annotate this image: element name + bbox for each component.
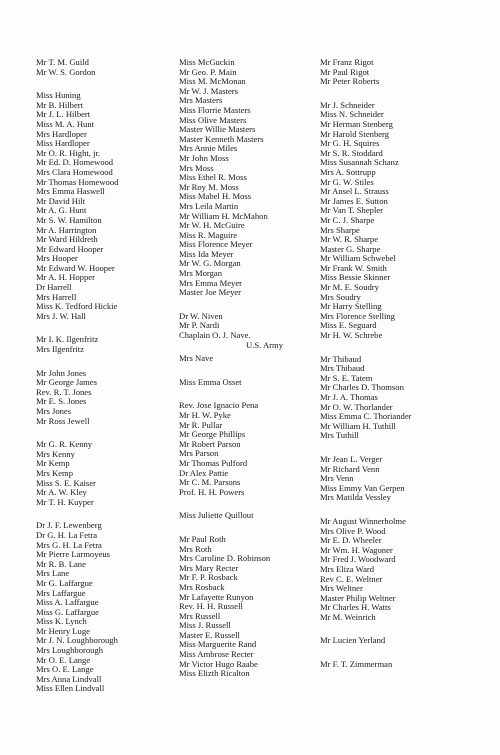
- passenger-name: Miss Marguerite Rand: [179, 639, 257, 650]
- name-group: [320, 517, 470, 623]
- passenger-name: Mr J. Schneider: [320, 99, 375, 110]
- passenger-name: Mr G. R. Kenny: [36, 439, 93, 450]
- name-group: [320, 101, 470, 341]
- passenger-name: Master Joe Meyer: [179, 287, 242, 298]
- passenger-name: Mr G. Laffargue: [36, 577, 93, 588]
- passenger-name: Dr Alex Pattie: [179, 467, 229, 478]
- passenger-name: Mrs Tuthill: [320, 430, 359, 441]
- passenger-name: Mrs Ilgenfritz: [36, 344, 84, 355]
- passenger-name: Mr David Hilt: [36, 195, 86, 206]
- passenger-name: Miss Florrie Masters: [179, 104, 251, 115]
- passenger-name: Mr John Moss: [179, 152, 229, 163]
- passenger-name: Mr George Phillips: [179, 429, 246, 440]
- name-group: [179, 58, 319, 298]
- name-group: [179, 401, 319, 497]
- passenger-name: Mr Peter Roberts: [320, 76, 380, 87]
- passenger-name: Mrs Florence Stelling: [320, 310, 395, 321]
- passenger-name: Mrs Thibaud: [320, 363, 365, 374]
- passenger-name: Mrs Harrell: [36, 291, 77, 302]
- passenger-name: Mr G. W. Stiles: [320, 176, 374, 187]
- passenger-name: Miss K. Lynch: [36, 616, 87, 627]
- name-group: [36, 521, 176, 694]
- passenger-name: Miss Ethel R. Moss: [179, 172, 247, 183]
- passenger-name: Mr Paul Rigot: [320, 66, 370, 77]
- passenger-name: Mr A. W. Kley: [36, 487, 87, 498]
- passenger-name: Miss Ida Meyer: [179, 248, 234, 259]
- passenger-name: Miss Elizth Ricalton: [179, 668, 250, 679]
- passenger-name: Mr Geo. P. Main: [179, 66, 237, 77]
- passenger-name: Miss E. Seguard: [320, 320, 377, 331]
- name-group: [320, 58, 470, 87]
- passenger-name: Mr W. S. Gordon: [36, 66, 96, 77]
- passenger-name: Mrs Venn: [320, 473, 354, 484]
- passenger-name: Mr O. R. Hight, jr.: [36, 147, 100, 158]
- passenger-name: Miss Florence Meyer: [179, 239, 253, 250]
- passenger-name: Miss M. McMonan: [179, 76, 246, 87]
- passenger-name: Mr W. H. McGuire: [179, 220, 245, 231]
- passenger-name: Mrs Morgan: [179, 268, 223, 279]
- passenger-name: Mr Jean L. Verger: [320, 453, 383, 464]
- column-1: [36, 58, 176, 708]
- passenger-name: Mr John Jones: [36, 367, 87, 378]
- passenger-name: Mr Edward W. Hooper: [36, 262, 115, 273]
- passenger-name: Mr J. A. Thomas: [320, 392, 378, 402]
- passenger-name: Mr E. D. Wheeler: [320, 535, 382, 546]
- passenger-name: Mr Charles D. Thomson: [320, 382, 404, 393]
- passenger-name: Miss Juliette Quillout: [179, 510, 254, 521]
- passenger-name: Mrs Emma Meyer: [179, 277, 243, 288]
- passenger-name: Mrs Anna Lindvall: [36, 673, 102, 684]
- passenger-name: Mr Kemp: [36, 458, 70, 469]
- passenger-name: Mr M. E. Soudry: [320, 282, 379, 293]
- name-group: [320, 355, 470, 441]
- passenger-name: Mr F. T. Zimmerman: [320, 659, 393, 670]
- name-group: [36, 91, 176, 321]
- name-group: [36, 335, 176, 354]
- passenger-name: Mr Franz Rigot: [320, 57, 374, 67]
- passenger-name: Mrs Parson: [179, 448, 219, 459]
- passenger-name: Mr Pierre Larmoyeus: [36, 549, 110, 560]
- passenger-name: Mr H. W. Pyke: [179, 410, 231, 420]
- passenger-name: Miss Susannah Schanz: [320, 157, 399, 168]
- passenger-name: Mrs Clara Homewood: [36, 166, 113, 177]
- passenger-name: Mr Ward Hildreth: [36, 234, 98, 245]
- passenger-name: Miss Emma C. Thoriander: [320, 411, 412, 422]
- passenger-name: Mr Robert Parson: [179, 438, 241, 449]
- passenger-name: Mrs Loughborough: [36, 645, 104, 656]
- passenger-name: Dr J. F. Lewenberg: [36, 520, 102, 531]
- passenger-name: Mr Henry Luge: [36, 625, 90, 636]
- passenger-name: Mrs Emma Haswell: [36, 186, 105, 197]
- passenger-name: Mrs Kenny: [36, 448, 75, 459]
- passenger-name: Miss Mabel H. Moss: [179, 191, 252, 202]
- passenger-name: Miss Olive Masters: [179, 114, 247, 125]
- passenger-name: Master Philip Weltner: [320, 592, 396, 603]
- passenger-name: Mrs Masters: [179, 95, 223, 106]
- passenger-name: Miss Bessie Skinner: [320, 272, 391, 283]
- passenger-name: Mrs Hooper: [36, 253, 78, 264]
- passenger-name: Mr C. J. Sharpe: [320, 214, 375, 225]
- passenger-name: Mr A. H. Hopper: [36, 272, 95, 283]
- passenger-name: Mr Ed. D. Homewood: [36, 157, 114, 168]
- passenger-name: Mr Edward Hooper: [36, 243, 104, 254]
- passenger-name: Master G. Sharpe: [320, 243, 381, 254]
- name-group: [36, 58, 176, 77]
- passenger-name: Master E. Russell: [179, 629, 240, 640]
- passenger-name: Mrs A. Sottrupp: [320, 166, 376, 177]
- passenger-name: Master Kenneth Masters: [179, 133, 264, 144]
- passenger-name: Mr Van T. Shepler: [320, 205, 384, 216]
- passenger-name: Mrs J. W. Hall: [36, 310, 86, 321]
- passenger-name: Mrs Soudry: [320, 291, 361, 302]
- passenger-name: Miss G. Laffargue: [36, 606, 99, 617]
- passenger-name: Mr Harry Stelling: [320, 301, 382, 312]
- passenger-name: Master Willie Masters: [179, 124, 256, 135]
- passenger-name: Mr B. Hilbert: [36, 99, 84, 110]
- name-group: [320, 455, 470, 503]
- passenger-name: Mr Victor Hugo Raabe: [179, 658, 258, 669]
- passenger-name: Mr R. Pullar: [179, 419, 223, 430]
- passenger-name: Mr Thomas Pulford: [179, 457, 248, 468]
- passenger-name: Mrs Russell: [179, 610, 221, 621]
- name-group: [36, 440, 176, 507]
- passenger-name: Mr T. H. Kuyper: [36, 496, 94, 507]
- passenger-name: Mrs Olive P. Wood: [320, 525, 386, 536]
- passenger-name: Mr Fred J. Woodward: [320, 554, 396, 565]
- name-group: [36, 369, 176, 427]
- passenger-name: Mr O. W. Thorlander: [320, 401, 393, 412]
- passenger-name: Miss R. Maguire: [179, 229, 238, 240]
- column-2: [179, 58, 319, 693]
- passenger-name: Miss Ambrose Recter: [179, 649, 254, 660]
- passenger-name: Mr S. R. Stoddard: [320, 147, 383, 158]
- passenger-name: Miss S. E. Kaiser: [36, 477, 96, 488]
- passenger-name: Mr I. K. Ilgenfritz: [36, 334, 99, 345]
- passenger-name: Mr Thomas Homewood: [36, 176, 119, 187]
- passenger-name: Chaplain O. J. Nave.: [179, 330, 251, 341]
- passenger-name: Rev. R. T. Jones: [36, 386, 92, 397]
- passenger-name: Mr Harold Stenberg: [320, 128, 390, 139]
- passenger-name: Mr William Schwebel: [320, 253, 396, 264]
- passenger-name: Mrs Moss: [179, 162, 214, 173]
- passenger-name: Mr W. J. Masters: [179, 85, 238, 96]
- name-group: [179, 535, 319, 679]
- passenger-name: Mr R. B. Lane: [36, 558, 86, 569]
- passenger-name: Mrs Weltner: [320, 583, 363, 594]
- passenger-name: Mr Herman Stenberg: [320, 118, 393, 129]
- passenger-name: Mr Richard Venn: [320, 463, 380, 474]
- passenger-name: Mr A. Harrington: [36, 224, 97, 235]
- passenger-name: Mr James E. Sutton: [320, 195, 388, 206]
- passenger-name: Miss McGuckin: [179, 57, 235, 67]
- passenger-name: Mrs Lane: [36, 568, 70, 579]
- passenger-name: Miss N. Schneider: [320, 109, 384, 120]
- passenger-name: Mr O. E. Lange: [36, 654, 91, 665]
- passenger-name: Mrs Caroline D. Robinson: [179, 553, 271, 564]
- passenger-name: Mrs Laffargue: [36, 587, 86, 598]
- passenger-name: Mr George James: [36, 377, 97, 388]
- army-affiliation: U.S. Army: [245, 339, 283, 350]
- passenger-name: Mrs Leila Martin: [179, 200, 239, 211]
- passenger-name: Miss K. Tedford Hickie: [36, 301, 118, 312]
- passenger-name: Mr Paul Roth: [179, 533, 226, 544]
- passenger-name: Miss Ellen Lindvall: [36, 683, 105, 694]
- passenger-name: Mr H. W. Schrebe: [320, 330, 383, 341]
- passenger-name: Mrs Hardloper: [36, 128, 87, 139]
- passenger-name: Rev C. E. Weltner: [320, 573, 383, 584]
- passenger-name: Mrs Eliza Ward: [320, 563, 375, 574]
- passenger-name: Mr M. Weinrich: [320, 611, 376, 622]
- passenger-name: Mr W. R. Sharpe: [320, 234, 379, 245]
- passenger-name: Mr Lucien Yerland: [320, 635, 386, 646]
- passenger-name: Mr T. M. Guild: [36, 57, 89, 67]
- passenger-name: Mr August Winnerholme: [320, 515, 406, 526]
- passenger-name: Miss A. Laffargue: [36, 597, 99, 608]
- passenger-name: Miss M. A. Hunt: [36, 118, 95, 129]
- passenger-name: Mr A. G. Hunt: [36, 205, 87, 216]
- passenger-name: Mr Frank W. Smith: [320, 262, 387, 273]
- passenger-name: Rev. H. H. Russell: [179, 601, 243, 612]
- passenger-name: Mrs Kemp: [36, 467, 73, 478]
- passenger-name: Mr S. E. Tatem: [320, 372, 373, 383]
- passenger-name: Mr Roy M. Moss: [179, 181, 239, 192]
- passenger-name: Mr E. S. Jones: [36, 396, 87, 407]
- passenger-name: Mr Charles H. Watts: [320, 602, 391, 613]
- passenger-name: Dr G. H. La Fetra: [36, 529, 98, 540]
- passenger-name: Mrs G. H. La Fetra: [36, 539, 102, 550]
- passenger-name: Mr P. Nardi: [179, 320, 220, 331]
- passenger-name: Mrs Roth: [179, 543, 212, 554]
- name-group: [179, 312, 319, 350]
- passenger-name: Mr William H. McMahon: [179, 210, 268, 221]
- passenger-name: Rev. Jose Ignacio Pena: [179, 400, 259, 411]
- passenger-name: Mr Thibaud: [320, 353, 362, 364]
- passenger-name: Mr F. P. Rosback: [179, 572, 238, 583]
- passenger-name: Mr J. N. Loughborough: [36, 635, 118, 646]
- passenger-name: Mr Lafayette Runyon: [179, 591, 254, 602]
- passenger-name: Mrs Nave: [179, 353, 214, 364]
- passenger-name: Miss J. Russell: [179, 620, 231, 631]
- passenger-name: Mr S. W. Hamilton: [36, 214, 102, 225]
- passenger-name: Mrs O. E. Lange: [36, 664, 94, 675]
- passenger-name: Mr G. H. Squires: [320, 138, 380, 149]
- passenger-name: Mr C. M. Parsons: [179, 477, 241, 488]
- passenger-name: Mrs Annie Miles: [179, 143, 238, 154]
- passenger-name: Dr Harrell: [36, 282, 72, 293]
- passenger-name: Mr W. G. Morgan: [179, 258, 241, 269]
- passenger-name: Miss Emma Osset: [179, 376, 242, 387]
- passenger-name: Mrs Mary Recter: [179, 562, 239, 573]
- passenger-name: Mr Ansel L. Strauss: [320, 186, 389, 197]
- passenger-name: Miss Hardloper: [36, 138, 90, 149]
- name-group: [320, 636, 470, 646]
- passenger-name: Miss Huning: [36, 90, 81, 101]
- passenger-name: Mr Wm. H. Wagoner: [320, 544, 393, 555]
- passenger-name: Mrs Matilda Vessley: [320, 492, 391, 503]
- passenger-name: Dr W. Niven: [179, 310, 223, 321]
- passenger-name: Prof. H. H. Powers: [179, 486, 245, 497]
- name-group: [179, 354, 319, 364]
- name-group: [179, 511, 319, 521]
- passenger-name: Mrs Sharpe: [320, 224, 360, 235]
- column-3: [320, 58, 470, 684]
- passenger-name: Mrs Rosback: [179, 581, 225, 592]
- name-group: [320, 660, 470, 670]
- name-group: [179, 378, 319, 388]
- passenger-name: Mr William H. Tuthill: [320, 420, 396, 431]
- passenger-name: Mrs Jones: [36, 406, 72, 416]
- passenger-name: Mr J. L. Hilbert: [36, 109, 91, 120]
- passenger-name: Miss Emmy Van Gerpen: [320, 482, 405, 493]
- passenger-name: Mr Ross Jewell: [36, 415, 90, 426]
